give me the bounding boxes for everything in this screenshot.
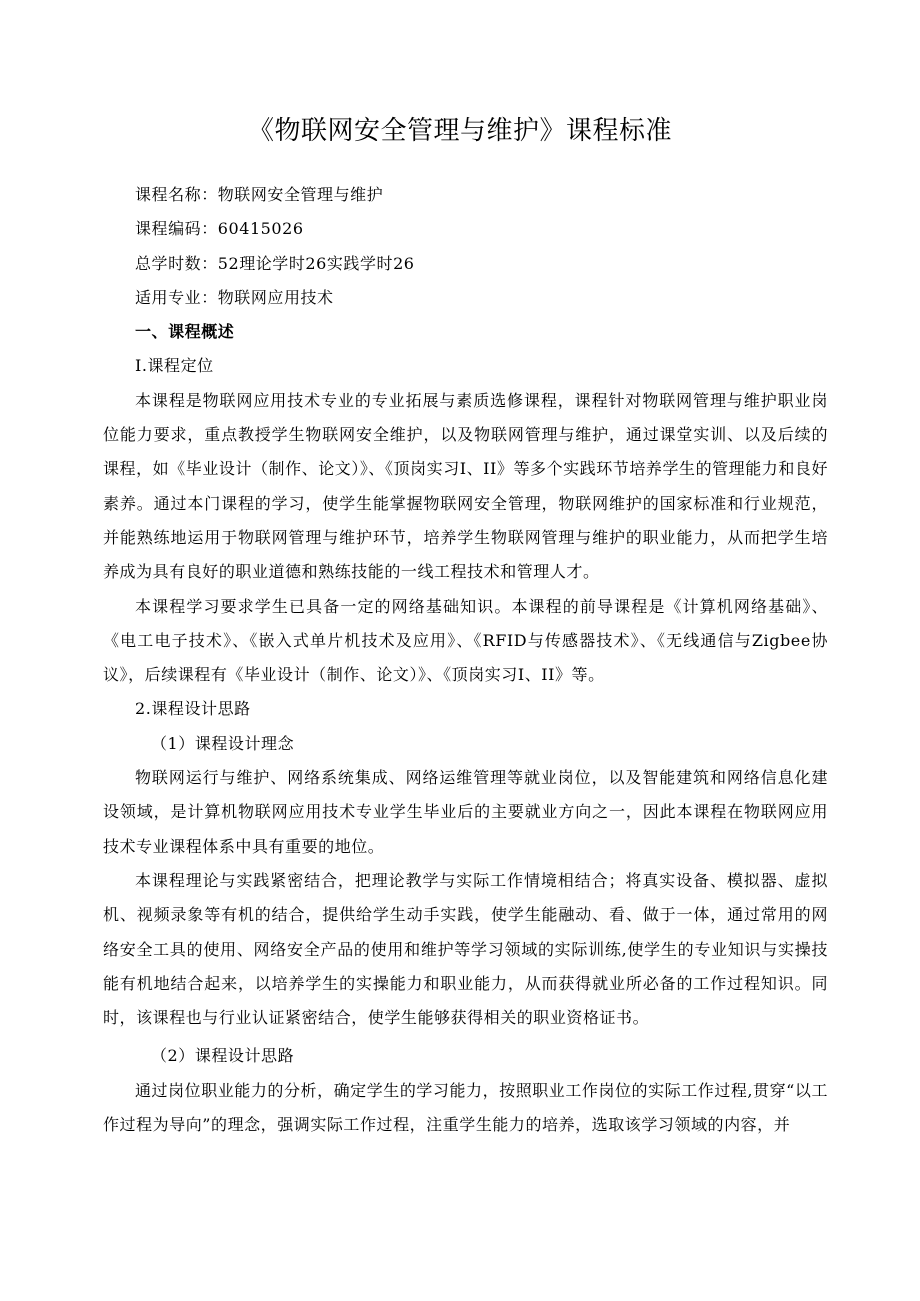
paragraph-job-analysis: 通过岗位职业能力的分析，确定学生的学习能力，按照职业工作岗位的实际工作过程,贯穿“以工作过程为导向”的理念，强调实际工作过程，注重学生能力的培养，选取该学习领域的内容，并 <box>103 1080 828 1135</box>
sub-subsection-title-design-ideas: （2）课程设计思路 <box>151 1046 295 1066</box>
subsection-title-positioning: I.课程定位 <box>135 356 214 376</box>
document-body <box>103 178 828 1142</box>
paragraph-employment-fields: 物联网运行与维护、网络系统集成、网络运维管理等就业岗位，以及智能建筑和网络信息化建设领域，是计算机物联网应用技术专业学生毕业后的主要就业方向之一，因此本课程在物联网应用技术专业课程体系中具有重要的地位。 <box>103 768 828 856</box>
course-code-line: 课程编码：60415026 <box>135 219 304 239</box>
page-title: 《物联网安全管理与维护》课程标准 <box>247 116 672 146</box>
paragraph-prerequisites: 本课程学习要求学生已具备一定的网络基础知识。本课程的前导课程是《计算机网络基础》、《电工电子技术》、《嵌入式单片机技术及应用》、《RFID与传感器技术》、《无线通信与Zigbee协议》，后续课程有《毕业设计（制作、论文）》、《顶岗实习I、II》等。 <box>103 596 828 685</box>
applicable-major-line: 适用专业：物联网应用技术 <box>135 287 334 307</box>
subsection-title-design-approach: 2.课程设计思路 <box>135 699 251 719</box>
section-heading-overview: 一、课程概述 <box>135 322 235 342</box>
course-name-line: 课程名称：物联网安全管理与维护 <box>135 185 384 204</box>
total-hours-line: 总学时数：52理论学时26实践学时26 <box>135 253 415 273</box>
sub-subsection-title-design-concept: （1）课程设计理念 <box>151 733 295 753</box>
paragraph-theory-practice: 本课程理论与实践紧密结合，把理论教学与实际工作情境相结合；将真实设备、模拟器、虚拟机、视频录象等有机的结合，提供给学生动手实践，使学生能融动、看、做于一体，通过常用的网络安全工具的使用、网络安全产品的使用和维护等学习领域的实际训练,使学生的专业知识与实操技能有机地结合起来，以培养学生的实操能力和职业能力，从而获得就业所必备的工作过程知识。同时，该课程也与行业认证紧密结合，使学生能够获得相关的职业资格证书。 <box>103 870 828 1028</box>
paragraph-positioning: 本课程是物联网应用技术专业的专业拓展与素质选修课程，课程针对物联网管理与维护职业岗位能力要求，重点教授学生物联网安全维护，以及物联网管理与维护，通过课堂实训、以及后续的课程，如《毕业设计（制作、论文）》、《顶岗实习I、II》等多个实践环节培养学生的管理能力和良好素养。通过本门课程的学习，使学生能掌握物联网安全管理，物联网维护的国家标准和行业规范，并能熟练地运用于物联网管理与维护环节，培养学生物联网管理与维护的职业能力，从而把学生培养成为具有良好的职业道德和熟练技能的一线工程技术和管理人才。 <box>103 390 828 582</box>
